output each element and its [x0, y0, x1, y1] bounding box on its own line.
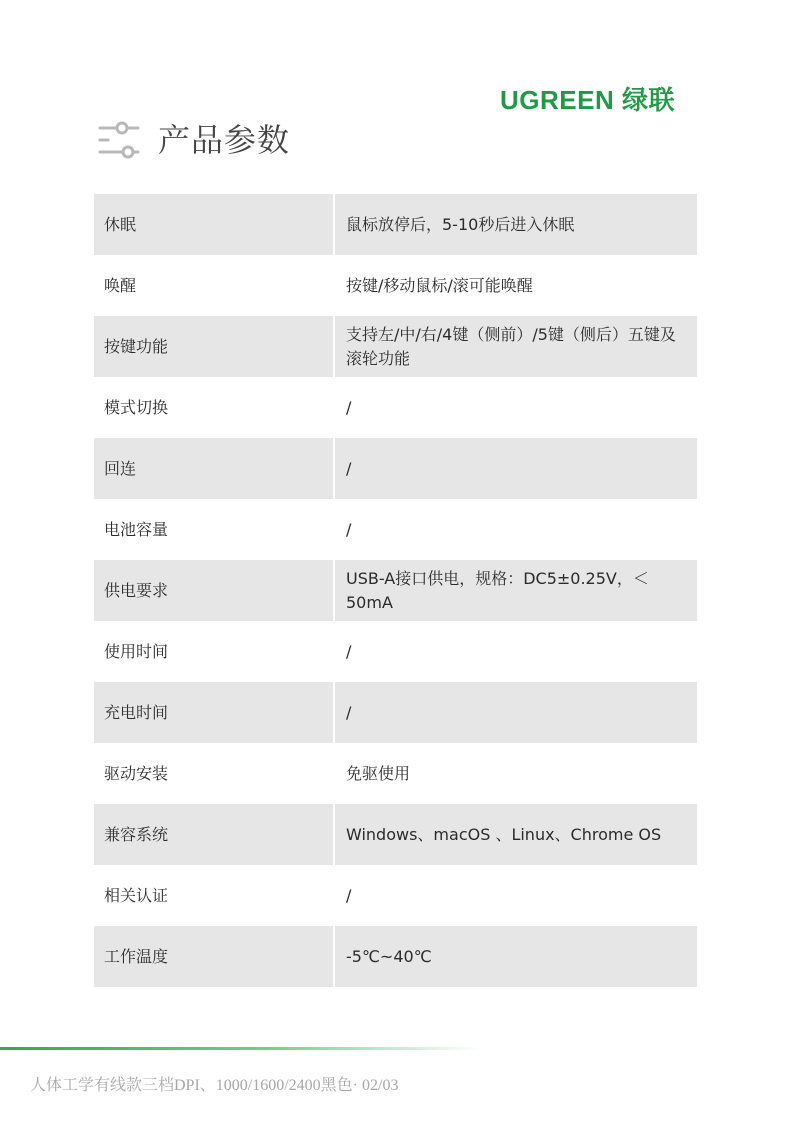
spec-label: 按键功能 — [94, 316, 334, 377]
spec-value: / — [346, 519, 352, 539]
spec-label: 供电要求 — [94, 560, 334, 621]
spec-label: 电池容量 — [94, 499, 334, 560]
spec-label: 工作温度 — [94, 926, 334, 987]
spec-value: Windows、macOS 、Linux、Chrome OS — [334, 804, 697, 865]
page-title: 产品参数 — [158, 121, 291, 159]
table-row — [94, 865, 697, 926]
spec-label: 驱动安装 — [94, 743, 334, 804]
spec-value: -5℃~40℃ — [334, 926, 697, 987]
spec-value: 按键/移动鼠标/滚可能唤醒 — [346, 275, 533, 295]
spec-value: / — [334, 682, 697, 743]
spec-value: 鼠标放停后，5-10秒后进入休眠 — [334, 194, 697, 255]
spec-label: 回连 — [94, 438, 334, 499]
table-row — [94, 560, 697, 621]
table-row — [94, 682, 697, 743]
spec-value: 免驱使用 — [346, 763, 411, 783]
spec-label: 相关认证 — [94, 865, 334, 926]
footer-divider — [0, 1047, 480, 1050]
brand-name: UGREEN 绿联 — [500, 85, 675, 115]
table-row — [94, 316, 697, 377]
spec-value: / — [334, 438, 697, 499]
filter-sliders-icon — [98, 120, 140, 160]
spec-label: 休眠 — [94, 194, 334, 255]
brand-logo — [500, 84, 700, 116]
table-row — [94, 499, 697, 560]
spec-value: USB-A接口供电，规格：DC5±0.25V，＜50mA — [334, 560, 697, 621]
spec-label: 唤醒 — [94, 255, 334, 316]
spec-value: / — [346, 885, 352, 905]
table-row — [94, 255, 697, 316]
spec-label: 模式切换 — [94, 377, 334, 438]
table-row — [94, 438, 697, 499]
spec-value: / — [346, 641, 352, 661]
spec-value: 支持左/中/右/4键（侧前）/5键（侧后）五键及滚轮功能 — [334, 316, 697, 377]
spec-table — [94, 194, 697, 987]
table-row — [94, 926, 697, 987]
table-row — [94, 804, 697, 865]
table-row — [94, 194, 697, 255]
spec-label: 兼容系统 — [94, 804, 334, 865]
spec-value: / — [346, 397, 352, 417]
footer-caption: 人体工学有线款三档DPI、1000/1600/2400黑色· 02/03 — [30, 1077, 399, 1094]
spec-label: 充电时间 — [94, 682, 334, 743]
section-header — [98, 114, 290, 166]
spec-label: 使用时间 — [94, 621, 334, 682]
table-row — [94, 743, 697, 804]
table-row — [94, 621, 697, 682]
table-row — [94, 377, 697, 438]
